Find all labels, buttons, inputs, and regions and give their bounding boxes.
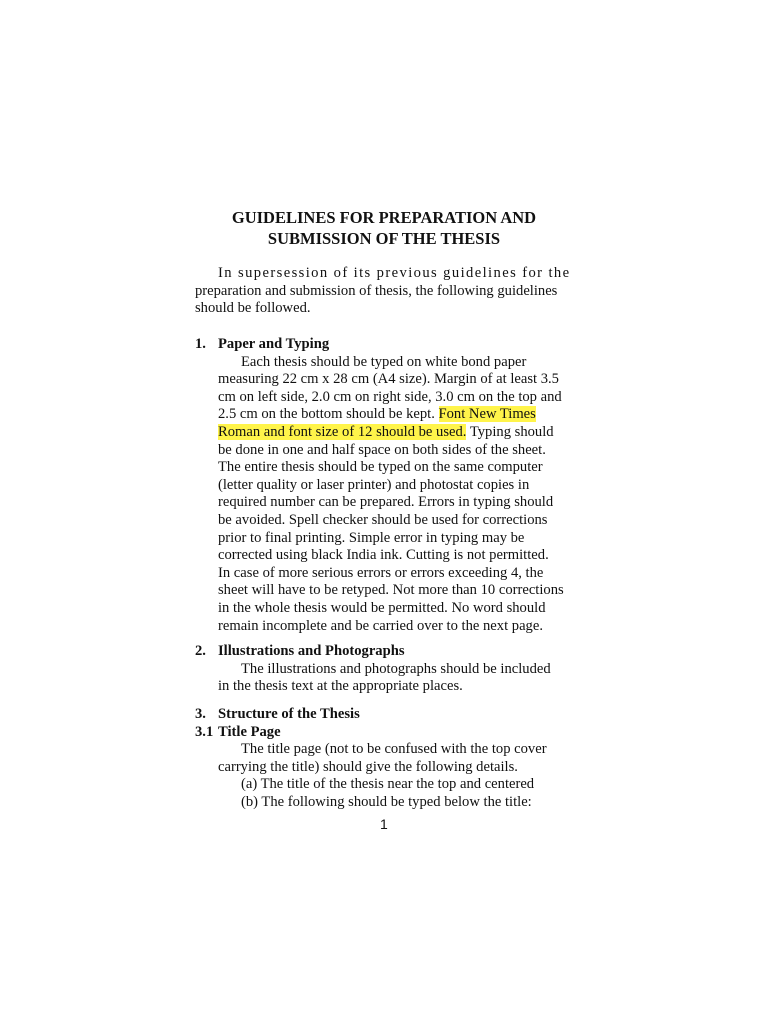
highlighted-text: Roman and font size of 12 should be used. (218, 423, 467, 440)
highlighted-text: Font New Times (438, 406, 536, 423)
title-page-list (241, 776, 573, 811)
page-number: 1 (380, 816, 388, 832)
list-item: (a) The title of the thesis near the top and centered (241, 776, 535, 793)
section-body: The title page (not to be confused with the top cover carrying the title) should give the following details. (218, 741, 547, 775)
section-heading: 3. Structure of the Thesis (195, 706, 360, 722)
section-heading: 2. Illustrations and Photographs (195, 643, 405, 659)
section-body: Each thesis should be typed on white bond paper measuring 22 cm x 28 cm (A4 size). Margin of at least 3.5 cm on left side, 2.0 cm on right side, 3.0 cm on the top and 2.5 cm on the bottom should be kept. Font New Times Roman and font size of 12 should be used. Typing should be done in one and half space on both sides of the sheet. The entire thesis should be typed on the same computer (letter quality or laser printer) and photostat copies in required number can be prepared. Errors in typing should be avoided. Spell checker should be used for corrections prior to final printing. Simple error in typing may be corrected using black India ink. Cutting is not permitted. In case of more serious errors or errors exceeding 4, the sheet will have to be retyped. Not more than 10 corrections in the whole thesis would be permitted. No word should remain incomplete and be carried over to the next page. (218, 353, 564, 634)
section-structure (195, 706, 573, 812)
section-paper-typing (195, 336, 573, 635)
intro-paragraph: In supersession of its previous guidelines for the preparation and submission of thesis, the following guidelines should be followed. (195, 265, 571, 317)
section-heading: 1. Paper and Typing (195, 336, 330, 352)
section-body: The illustrations and photographs should be included in the thesis text at the appropriate places. (218, 660, 551, 695)
subsection-heading: 3.1 Title Page (195, 723, 281, 740)
document-title: GUIDELINES FOR PREPARATION AND SUBMISSION OF THE THESIS (231, 208, 537, 248)
list-item: (b) The following should be typed below the title: (241, 793, 532, 810)
section-illustrations (195, 643, 573, 696)
